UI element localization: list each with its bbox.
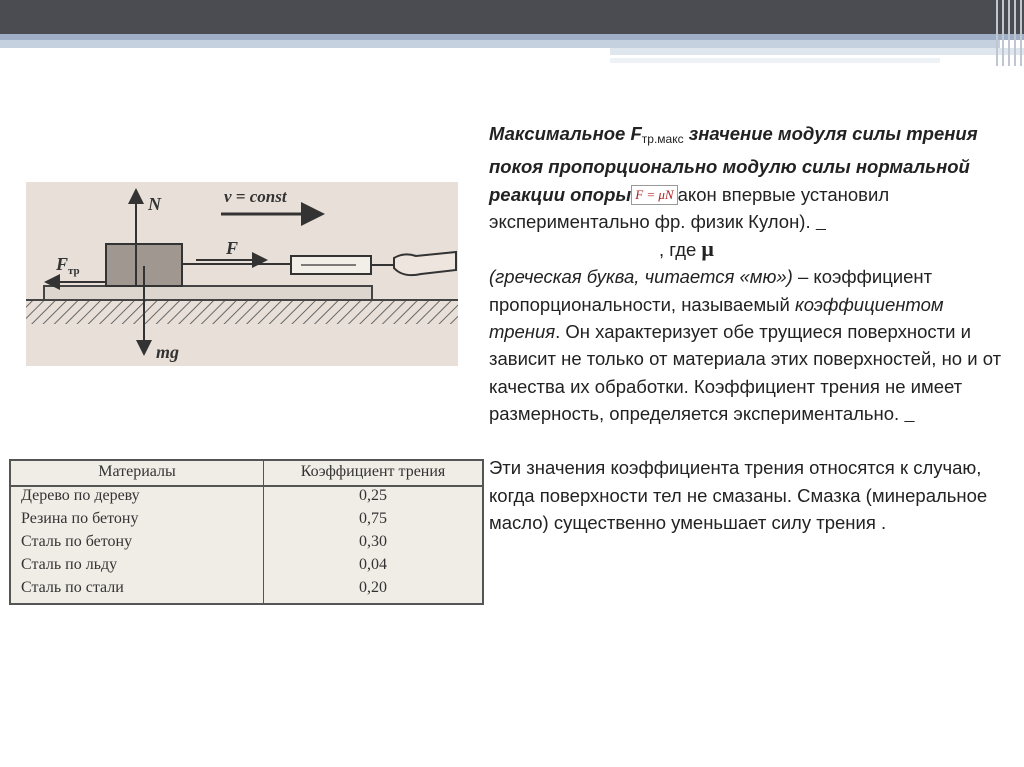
- table-row: [11, 556, 482, 579]
- table-cell: Сталь по бетону: [21, 533, 133, 550]
- hand: [394, 252, 456, 275]
- table-row: [11, 487, 482, 510]
- board: [44, 286, 372, 300]
- table-cell: 0,75: [359, 510, 387, 527]
- table-row: [11, 579, 482, 602]
- label-F: F: [226, 238, 239, 258]
- table-header-coefficient: Коэффициент трения: [300, 463, 446, 480]
- label-N: N: [148, 194, 161, 214]
- table-cell: 0,20: [359, 579, 387, 596]
- friction-table: [9, 459, 484, 605]
- table-cell: 0,04: [359, 556, 387, 573]
- p2-c: . Он характеризует обе трущиеся поверхности и зависит не только от материала этих поверхностей, но и от качества их обработки. Коэффициент трения не имеет размерность, определяется экспериментально.: [489, 321, 1002, 424]
- table-row: [11, 510, 482, 533]
- friction-diagram: [26, 182, 458, 366]
- table-cell: Резина по бетону: [21, 510, 139, 527]
- table-header-materials: Материалы: [98, 463, 176, 480]
- main-text: [489, 120, 1009, 536]
- mu-symbol: μ: [701, 236, 714, 262]
- p1-rest: акон впервые установил экспериментально фр. физик Кулон).: [489, 183, 890, 232]
- p1-bold-b: значение модуля силы трения покоя пропорционально модулю силы нормальной реакции опоры: [489, 123, 978, 205]
- label-mg: mg: [156, 342, 180, 362]
- table-cell: 0,25: [359, 487, 387, 504]
- p2-italic2: коэффициентом трения: [489, 293, 944, 343]
- paragraph-3: Эти значения коэффициента трения относятся к случаю, когда поверхности тел не смазаны. Смазка (минеральное масло) существенно уменьшает силу трения .: [489, 457, 988, 533]
- paragraph-2b: [489, 263, 1009, 427]
- table-cell: 0,30: [359, 533, 387, 550]
- table-cell: Сталь по стали: [21, 579, 124, 596]
- table-cell: Сталь по льду: [21, 556, 118, 573]
- ground-hatch: [26, 300, 458, 324]
- p2-a: , где: [659, 239, 702, 261]
- p2-b: – коэффициент пропорциональности, называемый: [489, 266, 933, 315]
- decor-stripe: [610, 48, 1024, 55]
- paragraph-2: [489, 235, 1009, 263]
- formula-box: F = μN: [631, 185, 677, 205]
- p1-sub: тр.макс: [641, 132, 684, 146]
- label-Ftr-sub: тр: [68, 265, 80, 277]
- decor-stripe: [0, 40, 1000, 48]
- table-row: [11, 533, 482, 556]
- table-header: [11, 461, 482, 487]
- paragraph-1: [489, 120, 1009, 235]
- decor-vertical-lines: [994, 0, 1024, 66]
- p1-bold-a: Максимальное F: [489, 123, 642, 144]
- decor-stripe: [610, 58, 940, 63]
- label-Ftr: F: [56, 254, 69, 274]
- title-bar: [0, 0, 1024, 34]
- label-velocity: v = const: [224, 187, 287, 206]
- p2-italic: (греческая буква, читается «мю»): [489, 266, 793, 288]
- table-cell: Дерево по дереву: [21, 487, 140, 504]
